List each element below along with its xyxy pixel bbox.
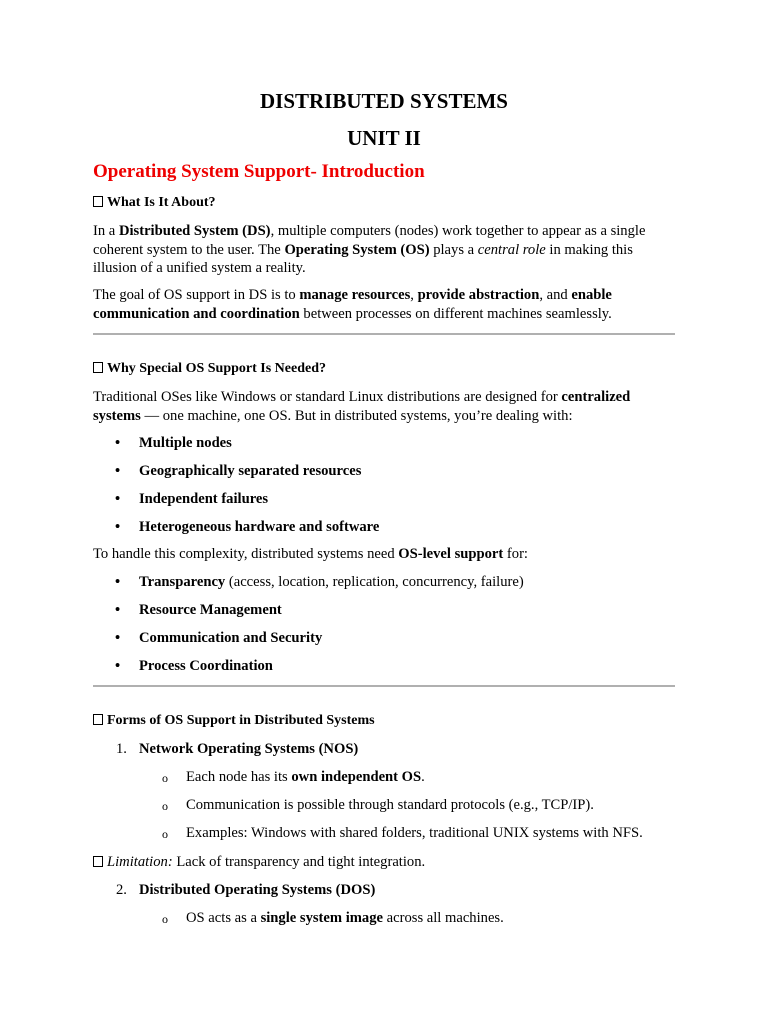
goal-paragraph: The goal of OS support in DS is to manage resources, provide abstraction, and enable communication and coordination between processes on different machines seamlessly.: [93, 287, 612, 322]
circle-bullet-icon: o: [162, 799, 168, 813]
bullet-icon: •: [115, 658, 121, 674]
nos-heading: 1. Network Operating Systems (NOS): [116, 741, 359, 757]
bullet-icon: •: [115, 491, 121, 507]
intro-paragraph: In a Distributed System (DS), multiple computers (nodes) work together to appear as a single coherent system to the user. The Operating System (OS) plays a central role in making this illusion of a unified system a reality.: [93, 223, 646, 276]
list-item: • Transparency (access, location, replication, concurrency, failure): [115, 574, 524, 590]
bullet-icon: •: [115, 630, 121, 646]
list-item: o Each node has its own independent OS.: [162, 769, 425, 785]
list-item: • Heterogeneous hardware and software: [115, 519, 380, 535]
unit-heading: UNIT II: [347, 126, 421, 150]
bullet-icon: •: [115, 602, 121, 618]
horizontal-rule: [93, 333, 675, 335]
missing-glyph-icon: [93, 362, 103, 373]
dos-heading: 2. Distributed Operating Systems (DOS): [116, 882, 376, 898]
traditional-os-paragraph: Traditional OSes like Windows or standard Linux distributions are designed for centralized systems — one machine, one OS. But in distributed systems, you’re dealing with:: [93, 389, 631, 424]
missing-glyph-icon: [93, 714, 103, 725]
what-is-it-heading: What Is It About?: [93, 195, 216, 211]
circle-bullet-icon: o: [162, 912, 168, 926]
circle-bullet-icon: o: [162, 771, 168, 785]
list-item: o Communication is possible through standard protocols (e.g., TCP/IP).: [162, 797, 594, 813]
bullet-icon: •: [115, 435, 121, 451]
forms-heading: Forms of OS Support in Distributed Systems: [93, 713, 375, 729]
list-item: • Multiple nodes: [115, 435, 232, 451]
bullet-icon: •: [115, 519, 121, 535]
section-title: Operating System Support- Introduction: [93, 161, 425, 182]
bullet-icon: •: [115, 574, 121, 590]
list-item: • Resource Management: [115, 602, 282, 618]
missing-glyph-icon: [93, 856, 103, 867]
list-item: o OS acts as a single system image across all machines.: [162, 910, 504, 926]
list-item: • Communication and Security: [115, 630, 323, 646]
handle-complexity-paragraph: To handle this complexity, distributed systems need OS-level support for:: [93, 546, 528, 562]
missing-glyph-icon: [93, 196, 103, 207]
circle-bullet-icon: o: [162, 827, 168, 841]
bullet-icon: •: [115, 463, 121, 479]
list-item: • Process Coordination: [115, 658, 273, 674]
limitation-note: Limitation: Lack of transparency and tight integration.: [93, 853, 675, 872]
why-needed-heading: Why Special OS Support Is Needed?: [93, 361, 326, 377]
list-item: • Geographically separated resources: [115, 463, 362, 479]
horizontal-rule: [93, 685, 675, 687]
list-item: o Examples: Windows with shared folders, traditional UNIX systems with NFS.: [162, 825, 643, 841]
document-title: DISTRIBUTED SYSTEMS: [259, 89, 508, 113]
list-item: • Independent failures: [115, 491, 269, 507]
